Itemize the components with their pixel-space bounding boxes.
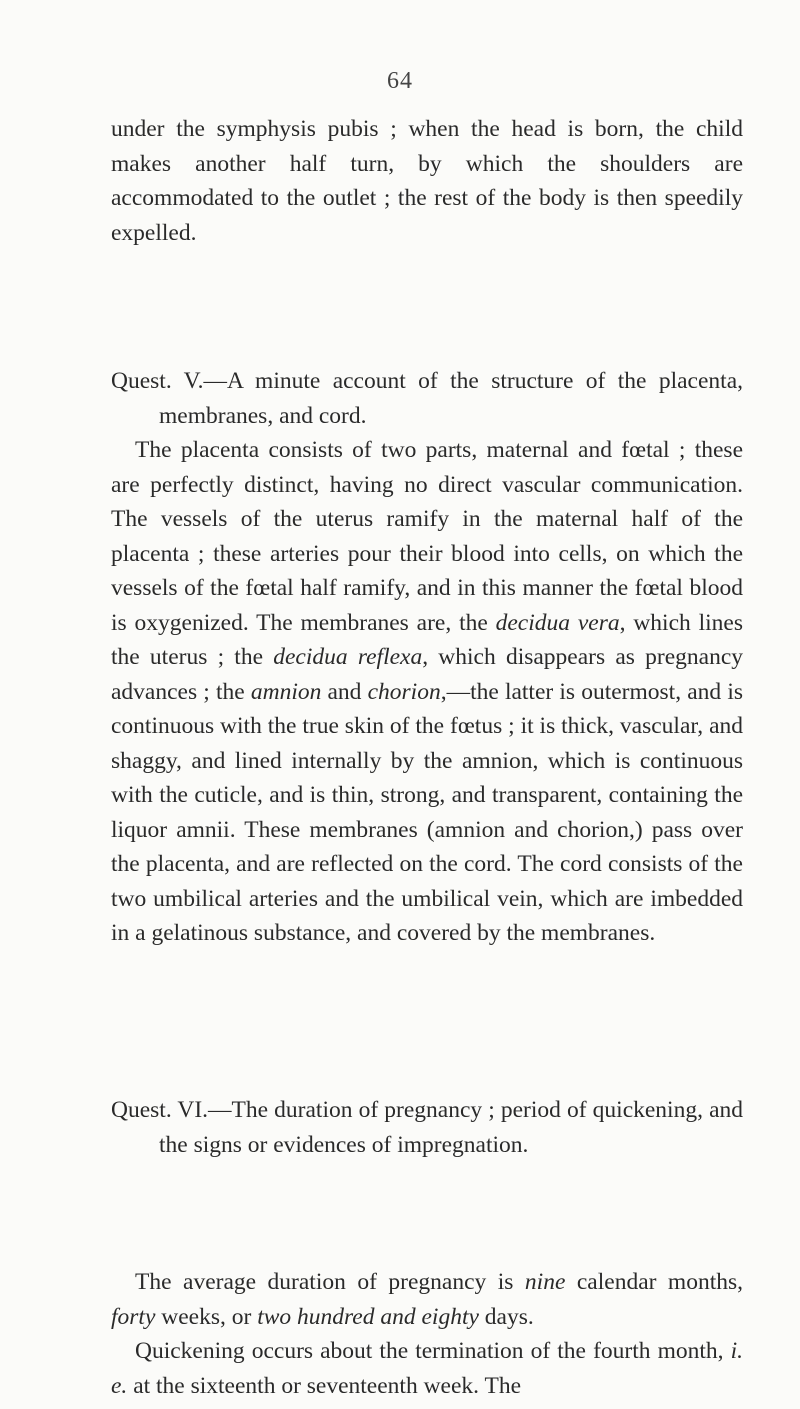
question-6 — [111, 1093, 743, 1162]
question-6-label: Quest. VI. — [111, 1097, 209, 1123]
term-ie: i. e. — [111, 1338, 743, 1399]
question-5-label: Quest. V. — [111, 368, 204, 394]
answer-6-part2: calendar months, — [565, 1269, 744, 1295]
question-5-text — [111, 364, 743, 433]
term-chorion: chorion — [367, 678, 441, 705]
answer-6-part3: weeks, or — [155, 1303, 258, 1330]
answer-5-part5: ,—the latter is outermost, and is continuous with the true skin of the fœtus ; it is thick, vascular, and shaggy, and lined internally by the amnion, which is continuous with the cuticle, and is thin, strong, and transparent, containing the liquor amnii. These membranes (amnion and chorion,) pass over the placenta, and are reflected on the cord. The cord consists of the two umbilical arteries and the umbilical vein, which are imbedded in a gelatinous substance, and covered by the membranes. — [111, 678, 743, 946]
term-forty: forty — [111, 1303, 156, 1330]
answer-5-paragraph — [111, 433, 743, 951]
quickening-part2: at the sixteenth or seventeenth week. The — [127, 1372, 522, 1399]
continuation-text: under the symphysis pubis ; when the head is born, the child makes another half turn, by which the shoulders are accommodated to the outlet ; the rest of the body is then speedily expelled. — [111, 116, 743, 246]
term-decidua-reflexa: decidua reflexa — [273, 644, 423, 670]
term-decidua-vera: decidua vera — [495, 609, 620, 636]
answer-6-part4: days. — [478, 1303, 534, 1330]
answer-6 — [111, 1265, 743, 1403]
answer-5 — [111, 433, 743, 951]
page-number: 64 — [387, 68, 413, 94]
answer-5-part3: , which disappears as pregnancy advances ; the — [111, 644, 744, 705]
answer-5-part2: , which lines the uterus ; the — [111, 609, 743, 670]
question-6-body: —The duration of pregnancy ; period of quickening, and the signs or evidences of impregnation. — [159, 1097, 743, 1158]
quickening-part1: Quickening occurs about the termination of the fourth month, — [135, 1338, 731, 1364]
continuation-paragraph — [111, 112, 743, 250]
term-nine: nine — [524, 1269, 566, 1295]
answer-5-part4: and — [321, 678, 368, 705]
answer-5-part1: The placenta consists of two parts, maternal and fœtal ; these are perfectly distinct, having no direct vascular communication. The vessels of the uterus ramify in the maternal half of the placenta ; these arteries pour their blood into cells, on which the vessels of the fœtal half ramify, and in this manner the fœtal blood is oxygenized. The membranes are, the — [111, 437, 743, 636]
question-5 — [111, 364, 743, 433]
question-6-text — [111, 1093, 743, 1162]
quickening-paragraph — [111, 1334, 743, 1403]
term-two-hundred-eighty: two hundred and eighty — [257, 1303, 479, 1330]
answer-6-paragraph — [111, 1265, 743, 1334]
answer-6-part1: The average duration of pregnancy is — [135, 1269, 525, 1295]
question-5-body: —A minute account of the structure of the placenta, membranes, and cord. — [159, 368, 744, 429]
term-amnion: amnion — [250, 678, 322, 705]
